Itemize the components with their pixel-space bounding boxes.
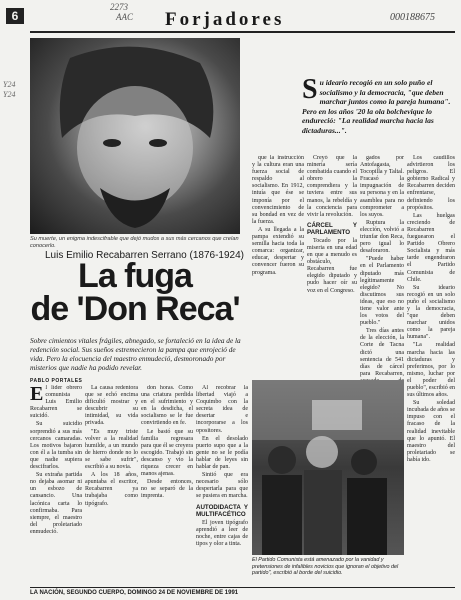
handwritten-note: 2273: [110, 2, 128, 12]
paragraph: El joven tipógrafo aprendió a leer de noche, entre cajas de tipos y olor a tinta.: [196, 519, 248, 547]
paragraph: Ruptura la elección, volvió a triunfar don Reca, pero igual lo desaforaron.: [360, 219, 404, 255]
headline-line: de 'Don Reca': [30, 290, 240, 328]
paragraph: Su ideario recogió en un solo puño el socialismo y la democracia, "que deben marchar unidos como la pareja humana".: [407, 284, 455, 341]
dropcap: E: [30, 385, 44, 405]
paragraph: gados por Antofagasta, Tocopilla y Taltal. Fracasó la impugnación de su persona y en la asamblea para no comprometer a los suyos.: [360, 155, 404, 218]
paragraph: Las huelgas creciendo de Recabarren fueguearon el Partido Obrero Socialista y más tarde engendraron el Partido Comunista de Chile.: [407, 212, 455, 283]
article-column: [307, 155, 357, 370]
article-column: [85, 385, 138, 585]
paragraph: El líder obrero comunista Luis Emilio Recabarren se suicidó.: [30, 385, 82, 420]
handwritten-note: AAC: [116, 12, 133, 22]
author-byline: PABLO PORTALES: [30, 378, 83, 384]
headline: [30, 257, 240, 328]
article-column: [141, 385, 193, 585]
section-title: Forjadores: [165, 9, 285, 30]
headline-line: La fuga: [78, 257, 192, 295]
paragraph: Los caudillos advirtieron los peligros. El gobierno Radical y Recabarren deciden enfrentarse, definiendo los propósitos.: [407, 155, 455, 211]
paragraph: Tocado por la miseria en una edad en que a menudo es obstáculo, Recabarren fue elegido diputado y pudo hacer oír su voz en el Congreso.: [307, 237, 357, 294]
article-column: [407, 155, 455, 585]
article-column: [196, 385, 248, 585]
crowd-illustration: [252, 380, 404, 555]
pull-quote-text: u ideario recogió en un solo puño el socialismo y la democracia, "que deben marchar juntos como la pareja humana". Pero en los años '20 la ola bolchevique lo endureció: "La realidad marcha hacia las dictaduras...".: [302, 78, 451, 135]
paragraph: don horas. Como una criatura perdida en el sufrimiento y en la desdicha, el socialismo se le fue convirtiendo en fe.: [141, 385, 193, 427]
paragraph: Tres días antes de la elección, la Corte de Tacna dictó una sentencia de 541 días de cárcel para Recabarren,: [360, 328, 404, 377]
paragraph: "La realidad marcha hacia las dictaduras y preferimos, por lo mismo, luchar por el poder del pueblo", escribió en sus últimos años.: [407, 342, 455, 399]
subheading: AUTODIDACTA Y MULTIFACÉTICO: [196, 503, 248, 518]
paragraph: Creyó que la minería sería combatida cuando el obrero la comprendiera y la tuviera entre sus manos, la rebeldía y la conciencia para vivir la revolución.: [307, 155, 357, 218]
subject-line: Luis Emilio Recabarren Serrano (1876-1924): [45, 250, 244, 261]
paragraph: Su soledad incubada de años se impuso con el fracaso de la realidad inevitable que lo apuntó. El maestro del proletariado se había ido.: [407, 400, 455, 463]
paragraph: Sintió que era necesario sólo despertarla para que se pusiera en marcha.: [196, 472, 248, 500]
article-deck: Sobre cimientos vitales frágiles, abnegado, se fortaleció en la idea de la redención social. Sus sueños estremecieron la pampa que enrojeció de vida. Pero la elocuencia del maestro enmudeció, desmoronado por misterios que nadie ha podido revelar.: [30, 336, 241, 372]
article-column: [252, 155, 304, 370]
photo-caption: El Partido Comunista está amenazado por la vanidad y pretensiones de infalibles novicios que ignoran el objetivo del partido", escribió al borde del suicidio.: [252, 557, 399, 577]
margin-note: Y24 Y24: [3, 80, 16, 99]
subheading: CÁRCEL Y PARLAMENTO: [307, 221, 357, 236]
crowd-photo: [252, 380, 404, 555]
paragraph: La causa redentora que se echó encima dificultó mostrar y descubrir su intimidad, su vida privada.: [85, 385, 138, 427]
paragraph: Su suicidio sorprendió a sus más cercanos camaradas. Los motivos bajaron con él a la tumba sin que nadie supiera descifrarlos.: [30, 421, 82, 471]
pull-quote: [302, 74, 457, 136]
paragraph: A su llegada a la pampa extendió su semilla hacia toda la comarca: organizar, educar, despertar y convencer fueron su programa.: [252, 226, 304, 276]
paragraph: Su extraña partida no dejaba asomar ni un esbozo de cansancio. Una lacónica carta lo confirmaba. Para siempre, el maestro del proletariado enmudeció.: [30, 472, 82, 535]
portrait-photo: [30, 38, 240, 234]
paragraph: que la instrucción y la cultura eran una fuerza social de respaldo al socialismo. En 1912, intuía que ése se imponía por el convencimiento de su bondad en vez de la fuerza.: [252, 155, 304, 225]
page-number: 6: [6, 8, 24, 24]
archive-stamp: 000188675: [390, 12, 435, 23]
page-footer: LA NACIÓN, SEGUNDO CUERPO, DOMINGO 24 DE NOVIEMBRE DE 1991: [30, 587, 455, 596]
paragraph: Le bastó que su familia regresara para que él se creyera escogido. Trabajó sin descanso y vio la riqueza crecer en manos ajenas.: [141, 428, 193, 478]
paragraph: A los 18 años, apuntaba el escritor, Recabarren ya trabajaba como tipógrafo.: [85, 472, 138, 507]
article-column: [30, 385, 82, 585]
paragraph: En el desolado puerto supo que a la gente no se le podía hablar de leyes sin hablar de pan.: [196, 435, 248, 471]
pull-quote-dropcap: S: [302, 74, 318, 105]
paragraph: Desde entonces, no se separó de la imprenta.: [141, 479, 193, 500]
paragraph: "Puede haber en el Parlamento diputado más legítimamente elegido? No discutimos sus ideas, que eso no tiene valor ante los votos del pueblo.": [360, 256, 404, 327]
masthead-rule: [30, 31, 455, 33]
paragraph: "Es muy triste volver a la realidad humilde, a un mundo de hierro donde no lo se sabe sufrir", escribió a su novia.: [85, 428, 138, 471]
photo-caption: Su muerte, un enigma indescifrable que dejó mudos a sus más cercanos que creían conocerlo.: [30, 236, 239, 249]
paragraph: Al recobrar la libertad viajó a Coquimbo con la secreta idea de desertar e incorporarse a los opositores.: [196, 385, 248, 434]
portrait-illustration: [30, 38, 240, 234]
